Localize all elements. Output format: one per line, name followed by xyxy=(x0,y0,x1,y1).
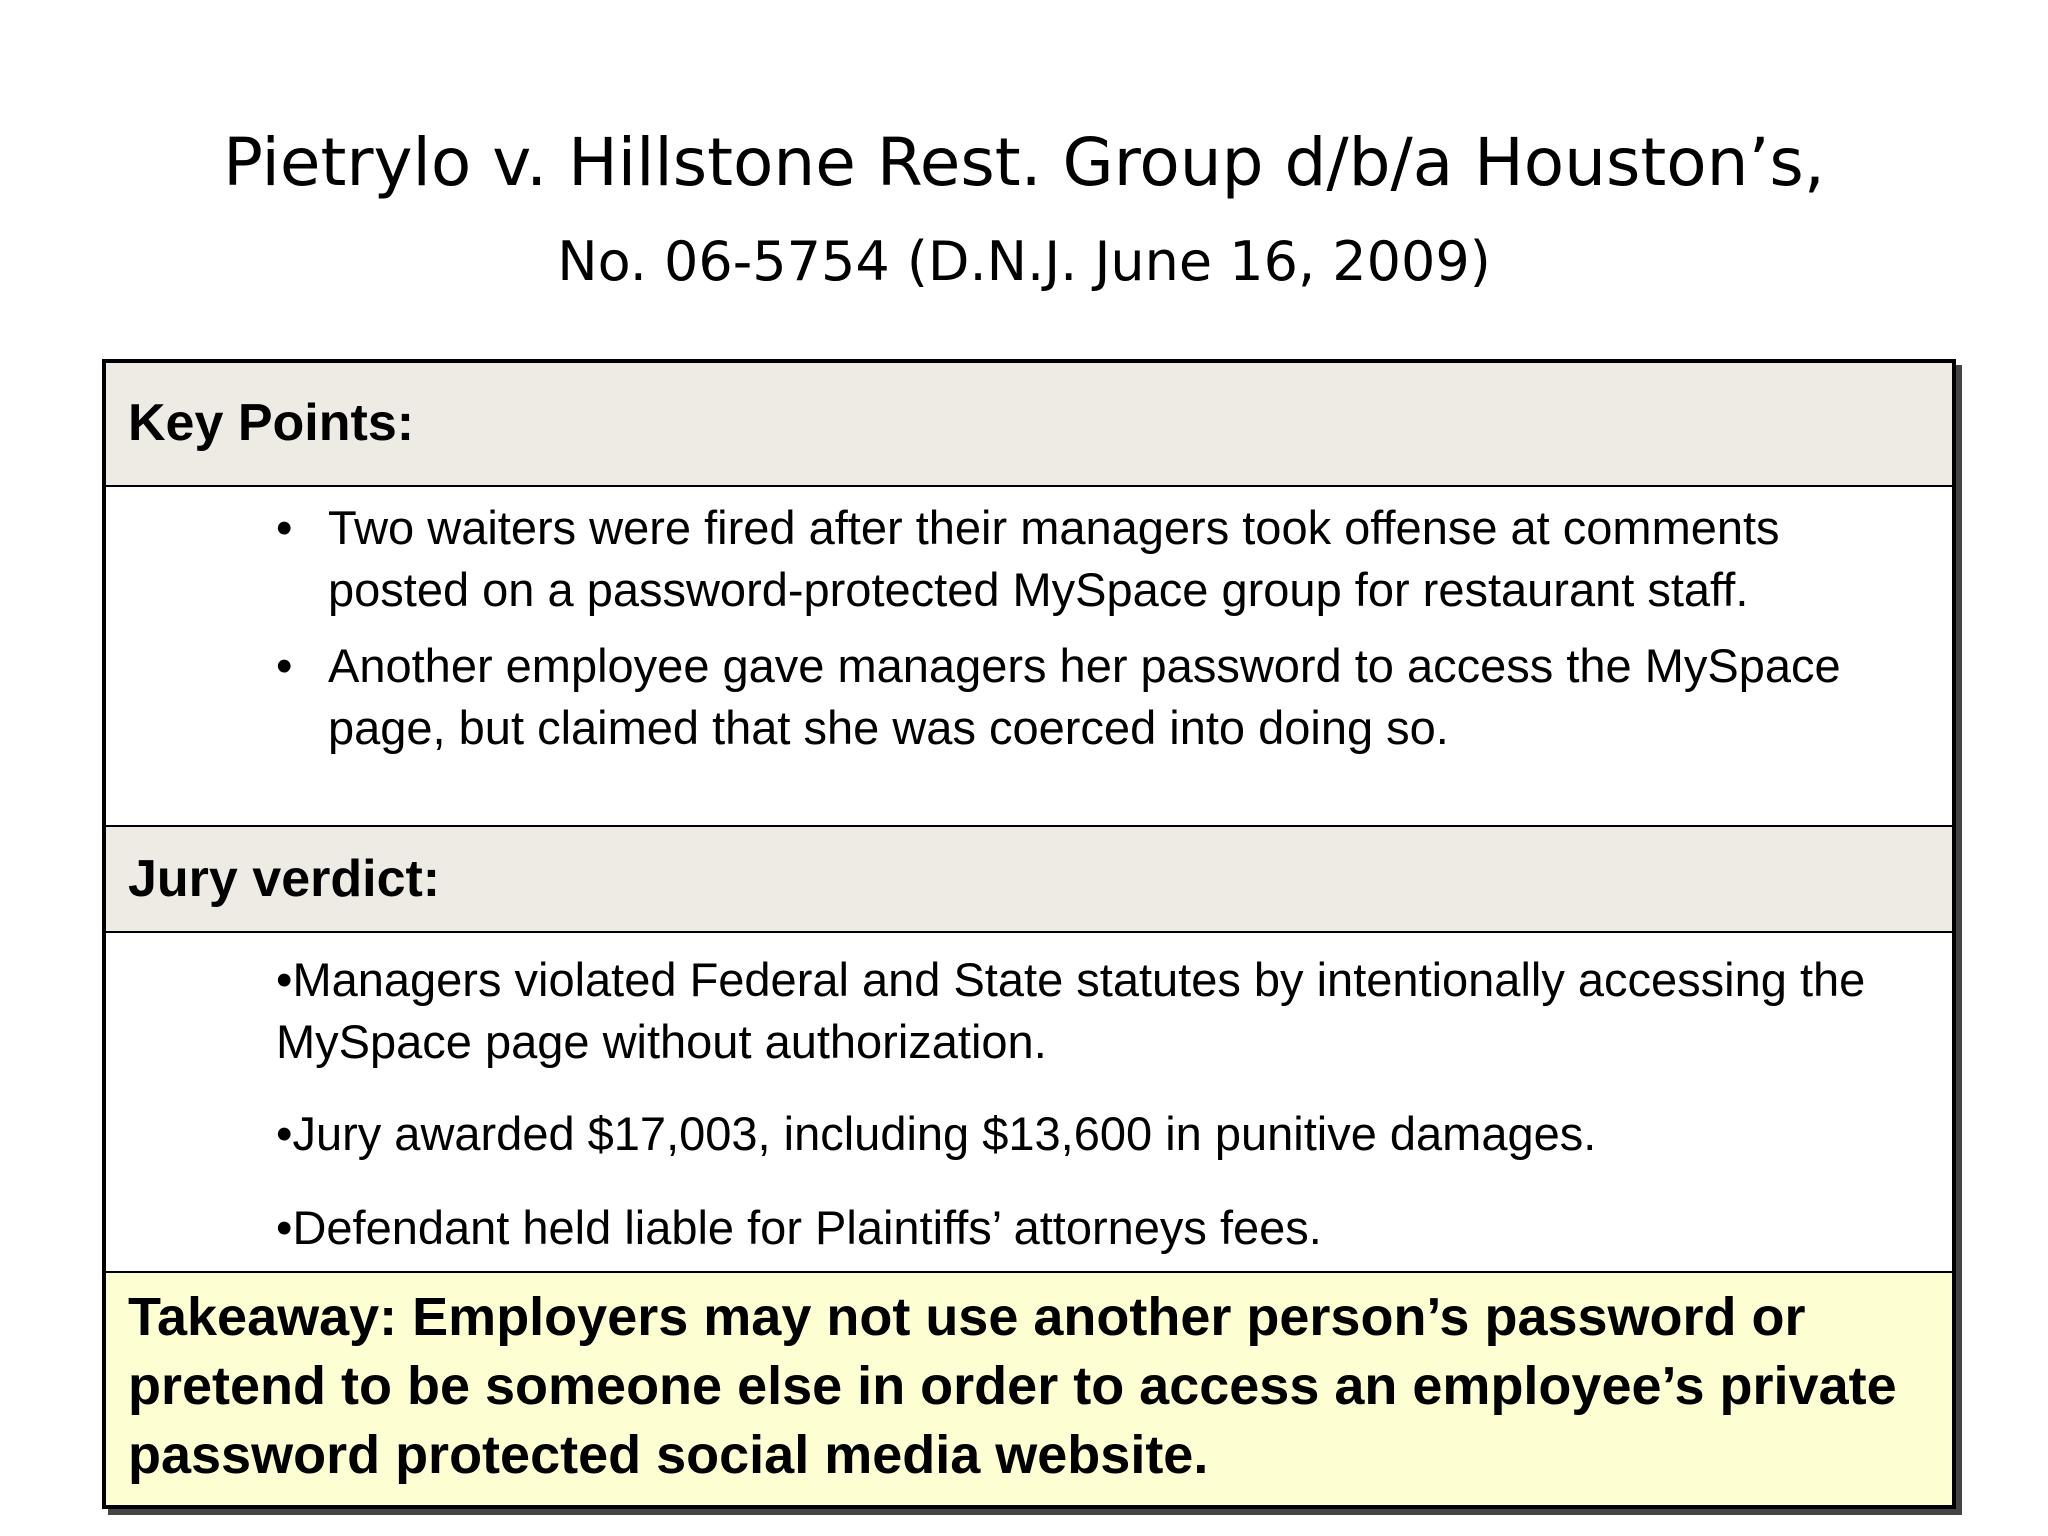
verdict-item: •Managers violated Federal and State statutes by intentionally accessing the MySpace page without authorization. xyxy=(276,953,1866,1068)
takeaway-text: Takeaway: Employers may not use another person’s password or pretend to be someone else in order to access an employee’s private password protected social media website. xyxy=(128,1287,1897,1485)
verdict-item: •Defendant held liable for Plaintiffs’ attorneys fees. xyxy=(276,1201,1322,1254)
case-citation: No. 06-5754 (D.N.J. June 16, 2009) xyxy=(557,230,1491,293)
key-points-body xyxy=(106,487,1952,825)
jury-verdict-body xyxy=(106,933,1952,1271)
key-point-text: Two waiters were fired after their managers took offense at comments posted on a password-protected MySpace group for restaurant staff. xyxy=(328,501,1780,616)
slide-title: Pietrylo v. Hillstone Rest. Group d/b/a Houston’s, xyxy=(223,124,1825,201)
list-item xyxy=(276,635,1916,759)
key-points-header-row xyxy=(106,363,1952,485)
key-points-heading: Key Points: xyxy=(128,394,415,452)
jury-verdict-heading: Jury verdict: xyxy=(128,850,441,908)
jury-verdict-header-row xyxy=(106,827,1952,931)
bullet-icon: • xyxy=(276,501,293,554)
bullet-icon: • xyxy=(276,639,293,692)
takeaway-row xyxy=(106,1273,1952,1505)
verdict-item: •Jury awarded $17,003, including $13,600 in punitive damages. xyxy=(276,1107,1597,1160)
key-point-text: Another employee gave managers her password to access the MySpace page, but claimed that she was coerced into doing so. xyxy=(328,639,1841,754)
key-points-list xyxy=(276,497,1916,759)
case-summary-table xyxy=(102,359,1956,1509)
list-item xyxy=(276,497,1916,621)
